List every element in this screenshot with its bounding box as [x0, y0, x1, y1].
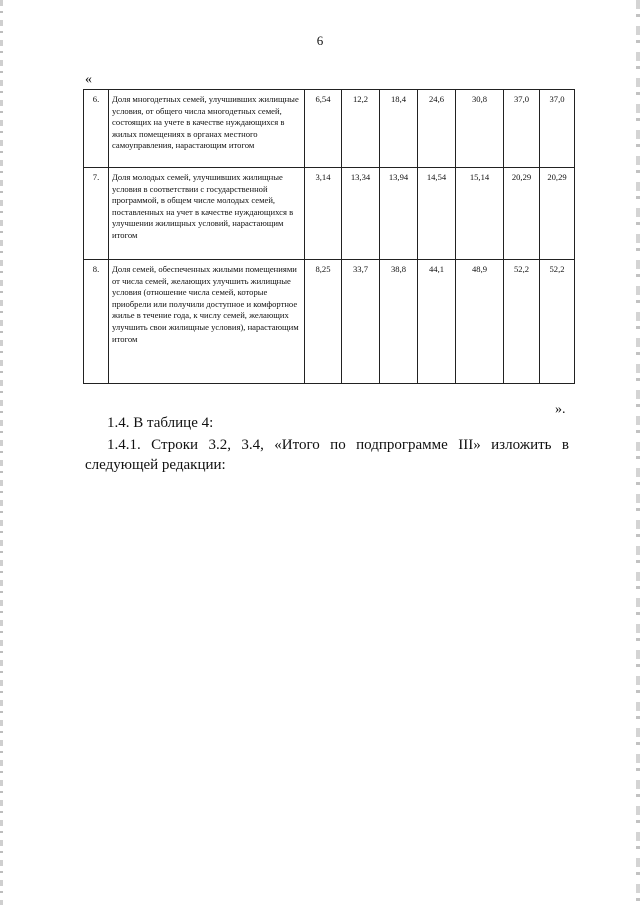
value-cell: 48,9: [456, 260, 504, 384]
value-cell: 37,0: [540, 90, 575, 168]
row-description: Доля многодетных семей, улучшивших жилищные условия, от общего числа многодетных семей, состоящих на учете в качестве нуждающихся в жилых помещениях в органах местного самоуправления, нарастающим итогом: [109, 90, 305, 168]
value-cell: 14,54: [418, 168, 456, 260]
paragraph-rows-edit: 1.4.1. Строки 3.2, 3.4, «Итого по подпрограмме III» изложить в следующей редакции:: [85, 437, 569, 473]
value-cell: 20,29: [504, 168, 540, 260]
closing-quote: ».: [555, 402, 566, 417]
value-cell: 44,1: [418, 260, 456, 384]
row-number: 7.: [84, 168, 109, 260]
row-description: Доля молодых семей, улучшивших жилищные условия в соответствии с государственной программой, в общем числе молодых семей, поставленных на учет в качестве нуждающихся в улучшении жилищных условий, нарастающим итогом: [109, 168, 305, 260]
value-cell: 15,14: [456, 168, 504, 260]
value-cell: 30,8: [456, 90, 504, 168]
scan-edge-left: [0, 0, 3, 905]
value-cell: 18,4: [380, 90, 418, 168]
value-cell: 33,7: [342, 260, 380, 384]
value-cell: 3,14: [305, 168, 342, 260]
value-cell: 6,54: [305, 90, 342, 168]
value-cell: 8,25: [305, 260, 342, 384]
row-number: 8.: [84, 260, 109, 384]
value-cell: 13,94: [380, 168, 418, 260]
value-cell: 12,2: [342, 90, 380, 168]
opening-quote: «: [85, 72, 92, 87]
paragraph-table-4: 1.4. В таблице 4:: [107, 415, 214, 431]
row-number: 6.: [84, 90, 109, 168]
value-cell: 37,0: [504, 90, 540, 168]
page-number: 6: [316, 33, 324, 48]
value-cell: 52,2: [540, 260, 575, 384]
row-description: Доля семей, обеспеченных жилыми помещениями от числа семей, желающих улучшить жилищные условия (отношение числа семей, которые приобрели или получили доступное и комфортное жилье в течение года, к числу семей, желающих улучшить свои жилищные условия), нарастающим итогом: [109, 260, 305, 384]
value-cell: 20,29: [540, 168, 575, 260]
table-row: [84, 90, 575, 168]
table-row: [84, 168, 575, 260]
value-cell: 13,34: [342, 168, 380, 260]
value-cell: 38,8: [380, 260, 418, 384]
indicators-table: [83, 89, 575, 384]
table-row: [84, 260, 575, 384]
scan-edge-right: [636, 0, 640, 905]
value-cell: 52,2: [504, 260, 540, 384]
value-cell: 24,6: [418, 90, 456, 168]
